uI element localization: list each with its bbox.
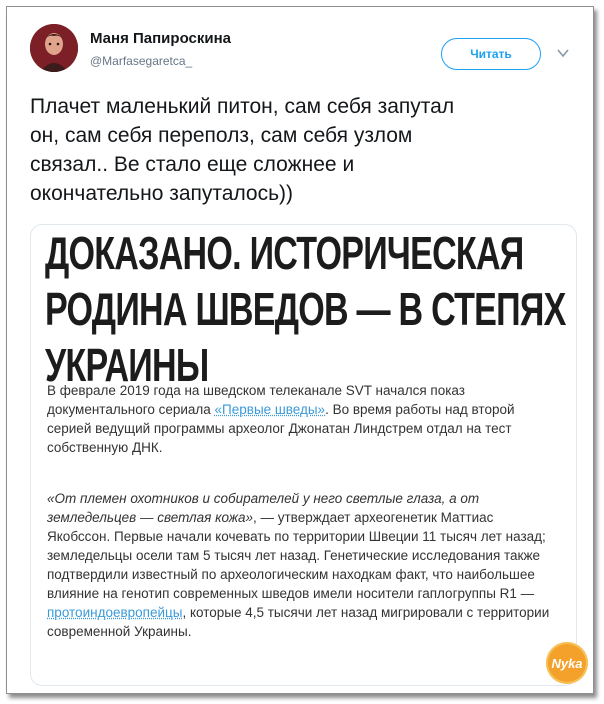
chevron-down-icon[interactable] <box>556 46 570 60</box>
article-card[interactable] <box>30 224 577 686</box>
paragraph-text: , — утверждает археогенетик Маттиас Якобссон. Первые начали кочевать по территории Швеции 11 тысяч лет назад; земледельцы осели там 5 тысяч лет назад. Генетические исследования также подтвердили известный по археологическим находкам факт, что наибольшее влияние на генотип современных шведов имели носители гаплогруппы R1 — <box>47 510 546 601</box>
article-headline <box>45 225 566 393</box>
paragraph-text: , которые 4,5 тысячи лет назад мигрировали с территории современной Украины. <box>47 605 550 639</box>
paragraph-text: В феврале 2019 года на шведском телеканале SVT начался показ документального сериала <box>47 383 465 417</box>
watermark-logo: Nyka <box>546 642 588 684</box>
author-handle[interactable]: @Marfasegaretca_ <box>90 54 193 68</box>
quote-text: «От племен охотников и собирателей у него светлые глаза, а от земледельцев — светлая кожа» <box>47 491 480 525</box>
paragraph-text: . Во время работы над второй серией ведущий программы археолог Джонатан Линдстрем отдал на тест собственную ДНК. <box>47 402 515 455</box>
proto-indo-european-link[interactable]: протоиндоевропейцы <box>47 605 183 620</box>
avatar-image <box>30 24 78 72</box>
tweet-text: Плачет маленький питон, сам себя запутал он, сам себя переполз, сам себя узлом связал.. Ве стало еще сложнее и окончательно запуталось)) <box>30 95 455 205</box>
headline-line: ДОКАЗАНО. ИСТОРИЧЕСКАЯ <box>45 227 524 279</box>
series-link[interactable]: «Первые шведы» <box>214 402 326 417</box>
article-paragraph-2 <box>47 489 557 641</box>
avatar[interactable] <box>30 24 78 72</box>
article-paragraph-1 <box>47 381 557 457</box>
follow-button[interactable]: Читать <box>441 38 541 70</box>
headline-line: УКРАИНЫ <box>45 339 209 391</box>
author-name[interactable]: Маня Папироскина <box>90 30 232 47</box>
headline-line: РОДИНА ШВЕДОВ — В СТЕПЯХ <box>45 283 566 335</box>
